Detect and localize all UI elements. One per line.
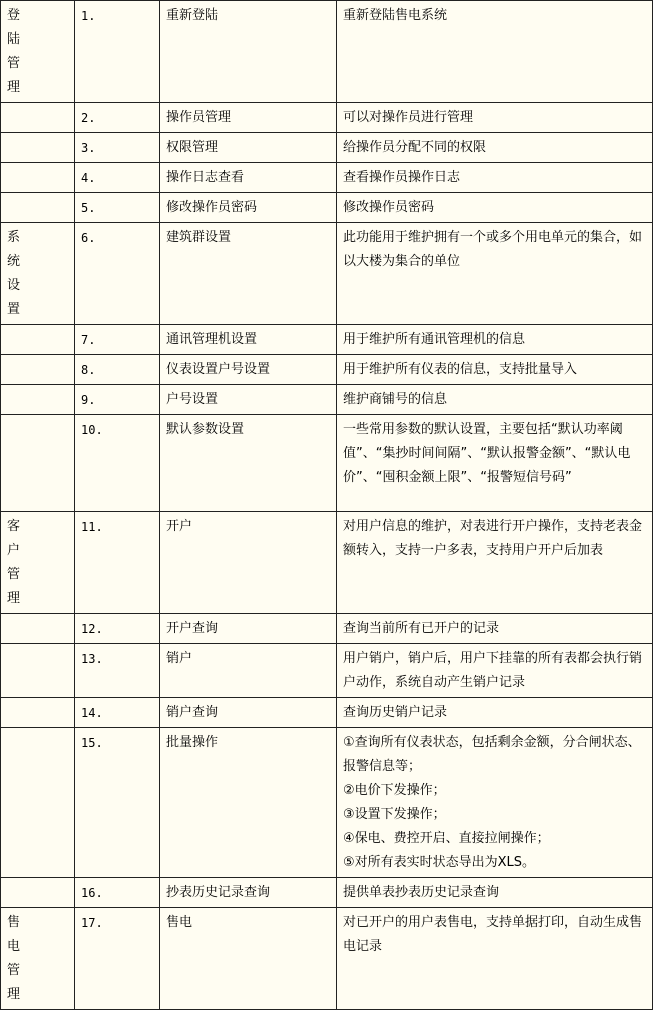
category-cell [1,644,75,698]
item-number: 5. [75,193,160,223]
function-description [337,644,653,698]
table-row [1,415,653,512]
function-description [337,223,653,325]
function-table-body [1,1,653,1010]
category-cell [1,614,75,644]
table-row [1,103,653,133]
category-cell [1,698,75,728]
category-cell [1,355,75,385]
category-cell [1,385,75,415]
item-number: 2. [75,103,160,133]
function-name: 默认参数设置 [160,415,337,512]
function-description [337,728,653,878]
category-cell [1,103,75,133]
category-char: 设 [7,278,21,293]
table-row [1,908,653,1010]
description-line: 用于维护所有仪表的信息，支持批量导入 [343,362,578,377]
function-description [337,133,653,163]
table-row [1,133,653,163]
table-row [1,698,653,728]
category-char: 客 [7,519,21,534]
description-line: 重新登陆售电系统 [343,8,448,23]
description-line: 可以对操作员进行管理 [343,110,474,125]
table-row [1,728,653,878]
function-name: 操作员管理 [160,103,337,133]
category-char: 理 [7,80,21,95]
function-name: 批量操作 [160,728,337,878]
category-char: 户 [7,543,21,558]
table-row [1,1,653,103]
item-number: 6. [75,223,160,325]
table-row [1,385,653,415]
category-char: 售 [7,915,21,930]
item-number: 10. [75,415,160,512]
function-description [337,512,653,614]
category-char: 系 [7,230,21,245]
function-name: 户号设置 [160,385,337,415]
function-name: 修改操作员密码 [160,193,337,223]
function-name: 销户 [160,644,337,698]
table-row [1,644,653,698]
category-cell [1,728,75,878]
description-line: 维护商铺号的信息 [343,392,448,407]
function-description [337,1,653,103]
function-name: 权限管理 [160,133,337,163]
description-line: 一些常用参数的默认设置，主要包括“默认功率阈值”、“集抄时间间隔”、“默认报警金额”、“默认电价”、“囤积金额上限”、“报警短信号码” [343,422,631,485]
category-cell [1,908,75,1010]
description-line: 查询当前所有已开户的记录 [343,621,500,636]
function-description [337,908,653,1010]
description-line: ②电价下发操作； [343,783,446,798]
category-cell [1,163,75,193]
category-char: 管 [7,567,21,582]
description-line: 提供单表抄表历史记录查询 [343,885,500,900]
category-cell [1,133,75,163]
item-number: 4. [75,163,160,193]
function-name: 通讯管理机设置 [160,325,337,355]
table-row [1,325,653,355]
item-number: 15. [75,728,160,878]
function-description [337,698,653,728]
description-line: 查看操作员操作日志 [343,170,461,185]
table-row [1,355,653,385]
item-number: 1. [75,1,160,103]
description-line: 对用户信息的维护，对表进行开户操作，支持老表金额转入，支持一户多表，支持用户开户后加表 [343,519,643,558]
category-char: 理 [7,987,21,1002]
function-name: 抄表历史记录查询 [160,878,337,908]
category-cell [1,223,75,325]
item-number: 9. [75,385,160,415]
function-name: 开户查询 [160,614,337,644]
function-description [337,193,653,223]
function-name: 重新登陆 [160,1,337,103]
table-row [1,614,653,644]
item-number: 3. [75,133,160,163]
function-name: 开户 [160,512,337,614]
category-char: 管 [7,963,21,978]
description-line: 修改操作员密码 [343,200,435,215]
description-line: 用于维护所有通讯管理机的信息 [343,332,526,347]
function-description [337,878,653,908]
category-cell [1,512,75,614]
category-cell [1,325,75,355]
table-row [1,512,653,614]
category-char: 管 [7,56,21,71]
function-description [337,103,653,133]
item-number: 11. [75,512,160,614]
function-name: 销户查询 [160,698,337,728]
category-char: 统 [7,254,21,269]
item-number: 17. [75,908,160,1010]
function-description [337,325,653,355]
description-line: ④保电、费控开启、直接拉闸操作； [343,831,550,846]
item-number: 12. [75,614,160,644]
category-char: 陆 [7,32,21,47]
function-name: 售电 [160,908,337,1010]
function-description [337,415,653,512]
description-line: ③设置下发操作； [343,807,446,822]
item-number: 7. [75,325,160,355]
function-description [337,355,653,385]
category-cell [1,878,75,908]
function-description [337,614,653,644]
description-line: ①查询所有仪表状态，包括剩余金额，分合闸状态、报警信息等； [343,735,641,774]
function-name: 仪表设置户号设置 [160,355,337,385]
description-line: ⑤对所有表实时状态导出为XLS。 [343,855,536,870]
table-row [1,878,653,908]
category-cell [1,1,75,103]
category-char: 理 [7,591,21,606]
description-line: 对已开户的用户表售电，支持单据打印，自动生成售电记录 [343,915,643,954]
category-char: 电 [7,939,21,954]
function-description [337,163,653,193]
category-char: 登 [7,8,21,23]
table-row [1,223,653,325]
category-char: 置 [7,302,21,317]
item-number: 14. [75,698,160,728]
item-number: 16. [75,878,160,908]
table-row [1,193,653,223]
category-cell [1,415,75,512]
description-line: 查询历史销户记录 [343,705,448,720]
function-description [337,385,653,415]
description-line: 用户销户，销户后，用户下挂靠的所有表都会执行销户动作，系统自动产生销户记录 [343,651,643,690]
item-number: 13. [75,644,160,698]
function-name: 建筑群设置 [160,223,337,325]
category-cell [1,193,75,223]
function-name: 操作日志查看 [160,163,337,193]
item-number: 8. [75,355,160,385]
description-line: 给操作员分配不同的权限 [343,140,487,155]
table-row [1,163,653,193]
description-line: 此功能用于维护拥有一个或多个用电单元的集合，如以大楼为集合的单位 [343,230,643,269]
